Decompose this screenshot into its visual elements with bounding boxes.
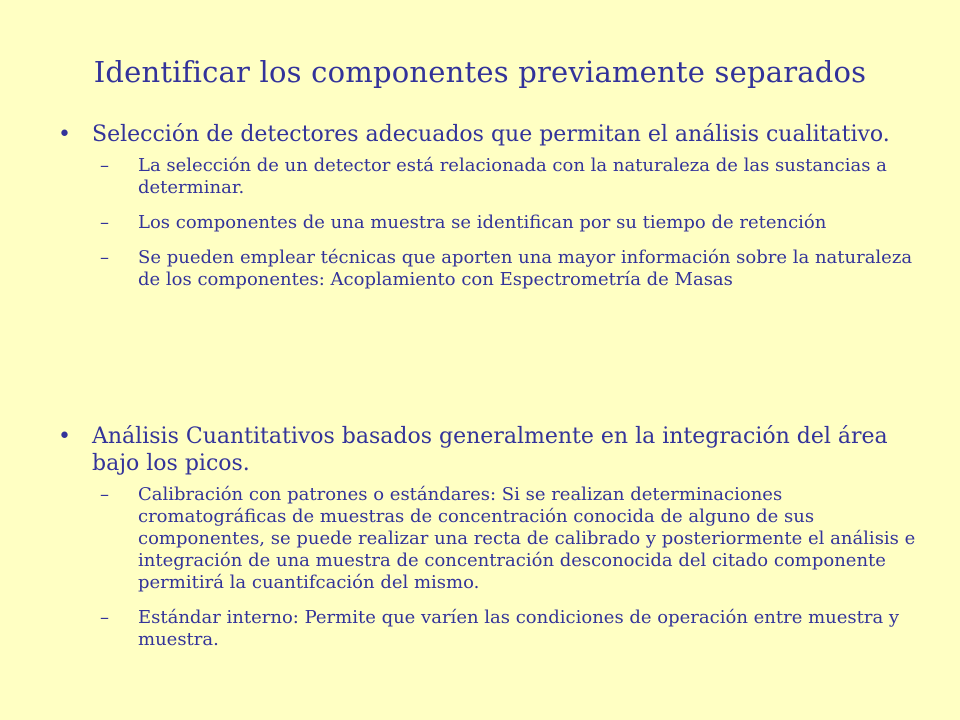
sub-item [58, 247, 918, 291]
bullet-item [58, 121, 918, 148]
sub-marker: – [100, 484, 109, 505]
sub-marker: – [100, 607, 109, 628]
sub-item [58, 155, 918, 199]
sub-marker: – [100, 212, 109, 233]
sub-marker: – [100, 247, 109, 268]
bullet-item [58, 423, 918, 477]
sub-text: Se pueden emplear técnicas que aporten una mayor información sobre la naturaleza de los componentes: Acoplamiento con Espectrometría de Masas [138, 247, 913, 290]
bullet-text: Análisis Cuantitativos basados generalmente en la integración del área bajo los picos. [92, 424, 888, 476]
sub-marker: – [100, 155, 109, 176]
sub-text: La selección de un detector está relacionada con la naturaleza de las sustancias a determinar. [138, 155, 887, 198]
bullet-marker: • [58, 424, 71, 449]
bullet-marker: • [58, 122, 71, 147]
sub-text: Estándar interno: Permite que varíen las condiciones de operación entre muestra y muestra. [138, 607, 900, 650]
sub-text: Los componentes de una muestra se identifican por su tiempo de retención [138, 212, 827, 233]
sub-list [58, 484, 918, 651]
sub-list [58, 155, 918, 291]
bullet-text: Selección de detectores adecuados que permitan el análisis cualitativo. [92, 122, 890, 147]
sub-item [58, 607, 918, 651]
sub-item [58, 484, 918, 594]
slide-title: Identificar los componentes previamente separados [93, 55, 867, 89]
sub-item [58, 212, 918, 234]
sub-text: Calibración con patrones o estándares: Si se realizan determinaciones cromatográficas de muestras de concentración conocida de alguno de sus componentes, se puede realizar una recta de calibrado y posteriormente el análisis e integración de una muestra de concentración desconocida del citado componente permitirá la cuantifcación del mismo. [138, 484, 916, 593]
bullet-section-1 [58, 121, 918, 304]
bullet-section-2 [58, 423, 918, 664]
